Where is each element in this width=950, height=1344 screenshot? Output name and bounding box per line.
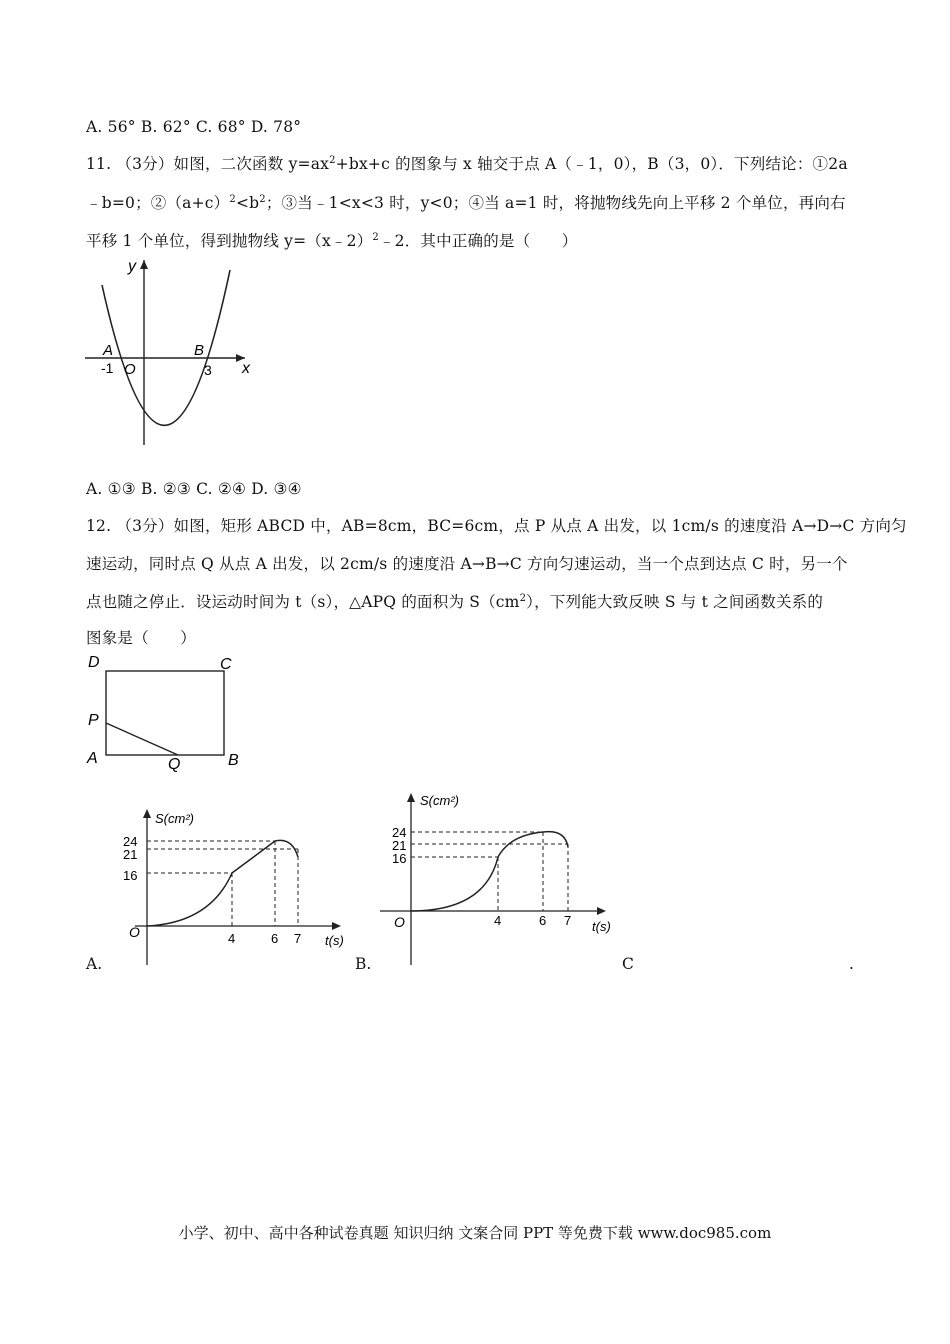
graph-b-ytick-24: 24 [392,825,407,840]
graph-b-x-axis-label: t(s) [592,919,611,934]
graph-b-xtick-6: 6 [539,913,547,928]
graph-a-x-axis-label: t(s) [325,933,344,948]
label-a: A [87,750,98,767]
graph-b-xtick-4: 4 [494,913,502,928]
graph-a-ytick-24: 24 [123,834,138,849]
x-axis-label: x [242,360,250,377]
q11-line-3: 平移 1 个单位，得到抛物线 y=（x﹣2）$^2$﹣2．其中正确的是（ ） [86,232,578,250]
graph-a-ytick-21: 21 [123,847,138,862]
y-axis-label: y [128,258,136,275]
graph-b [370,785,620,970]
graph-a [105,805,350,970]
q12-line-2: 速运动，同时点 Q 从点 A 出发，以 2cm/s 的速度沿 A→B→C 方向匀速运动，当一个点到达点 C 时，另一个 [86,555,848,573]
graph-a-ytick-16: 16 [123,868,138,883]
page-footer: 小学、初中、高中各种试卷真题 知识归纳 文案合同 PPT 等免费下载 www.doc985.com [178,1224,772,1242]
graph-b-option-label: B. [355,955,372,973]
option-d-dot: . [849,955,854,973]
label-b: B [228,752,239,769]
q12-line-3: 点也随之停止．设运动时间为 t（s），△APQ 的面积为 $S(cm^2)$，下列能大致反映 S 与 t 之间函数关系的 [86,593,824,611]
label-p: P [88,712,99,729]
label-c: C [220,656,232,673]
graph-b-ytick-16: 16 [392,851,407,866]
graph-b-xtick-7: 7 [564,913,572,928]
graph-b-y-axis-label: S(cm²) [420,793,459,808]
q10-options: A. 56° B. 62° C. 68° D. 78° [86,118,302,136]
point-b-label: B [194,342,205,359]
graph-a-xtick-7: 7 [294,931,302,946]
q12-line-1: 12. （3分）如图，矩形 ABCD 中，AB=8cm，BC=6cm，点 P 从点 A 出发，以 1cm/s 的速度沿 A→D→C 方向匀 [86,517,907,535]
option-c-label: C [622,955,634,973]
graph-b-ytick-21: 21 [392,838,407,853]
tick-neg1: -1 [101,360,114,376]
label-d: D [88,654,100,671]
q11-options: A. ①③ B. ②③ C. ②④ D. ③④ [86,480,302,498]
graph-a-option-label: A. [86,955,103,973]
q12-line-4: 图象是（ ） [86,629,196,647]
graph-a-xtick-6: 6 [271,931,279,946]
point-a-label: A [103,342,114,359]
graph-a-origin: O [129,924,140,940]
q11-line-1: 11. （3分）如图，二次函数 $y=ax^2+bx+c$ 的图象与 x 轴交于点 A（﹣1，0），B（3，0）．下列结论：①2a [86,155,848,173]
tick-3: 3 [204,362,212,378]
graph-a-y-axis-label: S(cm²) [155,811,194,826]
rectangle-figure [84,650,254,775]
parabola-figure [80,255,270,455]
graph-a-xtick-4: 4 [228,931,236,946]
origin-label: O [124,361,136,378]
q11-line-2: ﹣b=0；$②(a+c)^2<b^2$；③当﹣1<x<3 时，y<0；④当 a=1 时，将抛物线先向上平移 2 个单位，再向右 [86,194,846,212]
graph-b-origin: O [394,914,405,930]
label-q: Q [168,756,181,773]
